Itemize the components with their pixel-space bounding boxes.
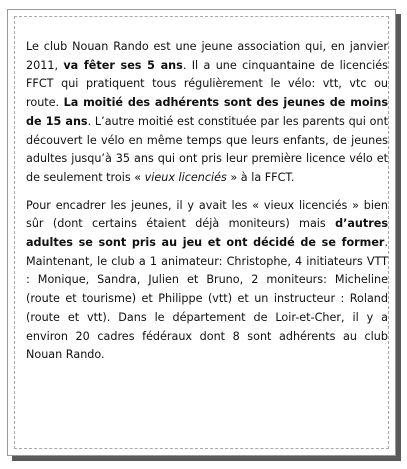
p1-text-1: Le club Nouan Rando est une jeune association qui, en janvier 2011, bbox=[26, 40, 388, 72]
p1-text-3: . L’autre moitié est constituée par les parents qui ont découvert le vélo en même temps que leurs enfants, de jeunes adultes jusqu’à 35 ans qui ont pris leur première licence vélo et de seulement trois « bbox=[26, 114, 388, 184]
p1-italic-1: vieux licenciés bbox=[144, 170, 227, 184]
p2-text-2: . Maintenant, le club a 1 animateur: Christophe, 4 initiateurs VTT : Monique, Sandra, Julien et Bruno, 2 moniteurs: Micheline (route et tourisme) et Philippe (vtt) et un instructeur : Roland (route et vtt). Dans le département de Loir-et-Cher, il y a environ 20 cadres fédéraux dont 8 sont adhérents au club Nouan Rando. bbox=[26, 236, 388, 362]
paragraph-1 bbox=[26, 38, 388, 188]
p2-bold-1: d’autres adultes se sont pris au jeu et ont décidé de se former bbox=[26, 217, 388, 250]
article-text bbox=[26, 38, 388, 365]
article-frame bbox=[7, 9, 396, 456]
p1-text-2: . Il a une cinquantaine de licenciés FFCT qui pratiquent tous régulièrement le vélo: vtt, vtc ou route. bbox=[26, 58, 388, 110]
p2-text-1: Pour encadrer les jeunes, il y avait les « vieux licenciés » bien sûr (dont certains étaient déjà moniteurs) mais bbox=[26, 198, 388, 231]
paragraph-2 bbox=[26, 197, 388, 365]
p1-bold-1: va fêter ses 5 ans bbox=[63, 58, 183, 72]
p1-bold-2: La moitié des adhérents sont des jeunes de moins de 15 ans bbox=[26, 96, 389, 128]
p1-text-4: » à la FFCT. bbox=[226, 170, 295, 184]
